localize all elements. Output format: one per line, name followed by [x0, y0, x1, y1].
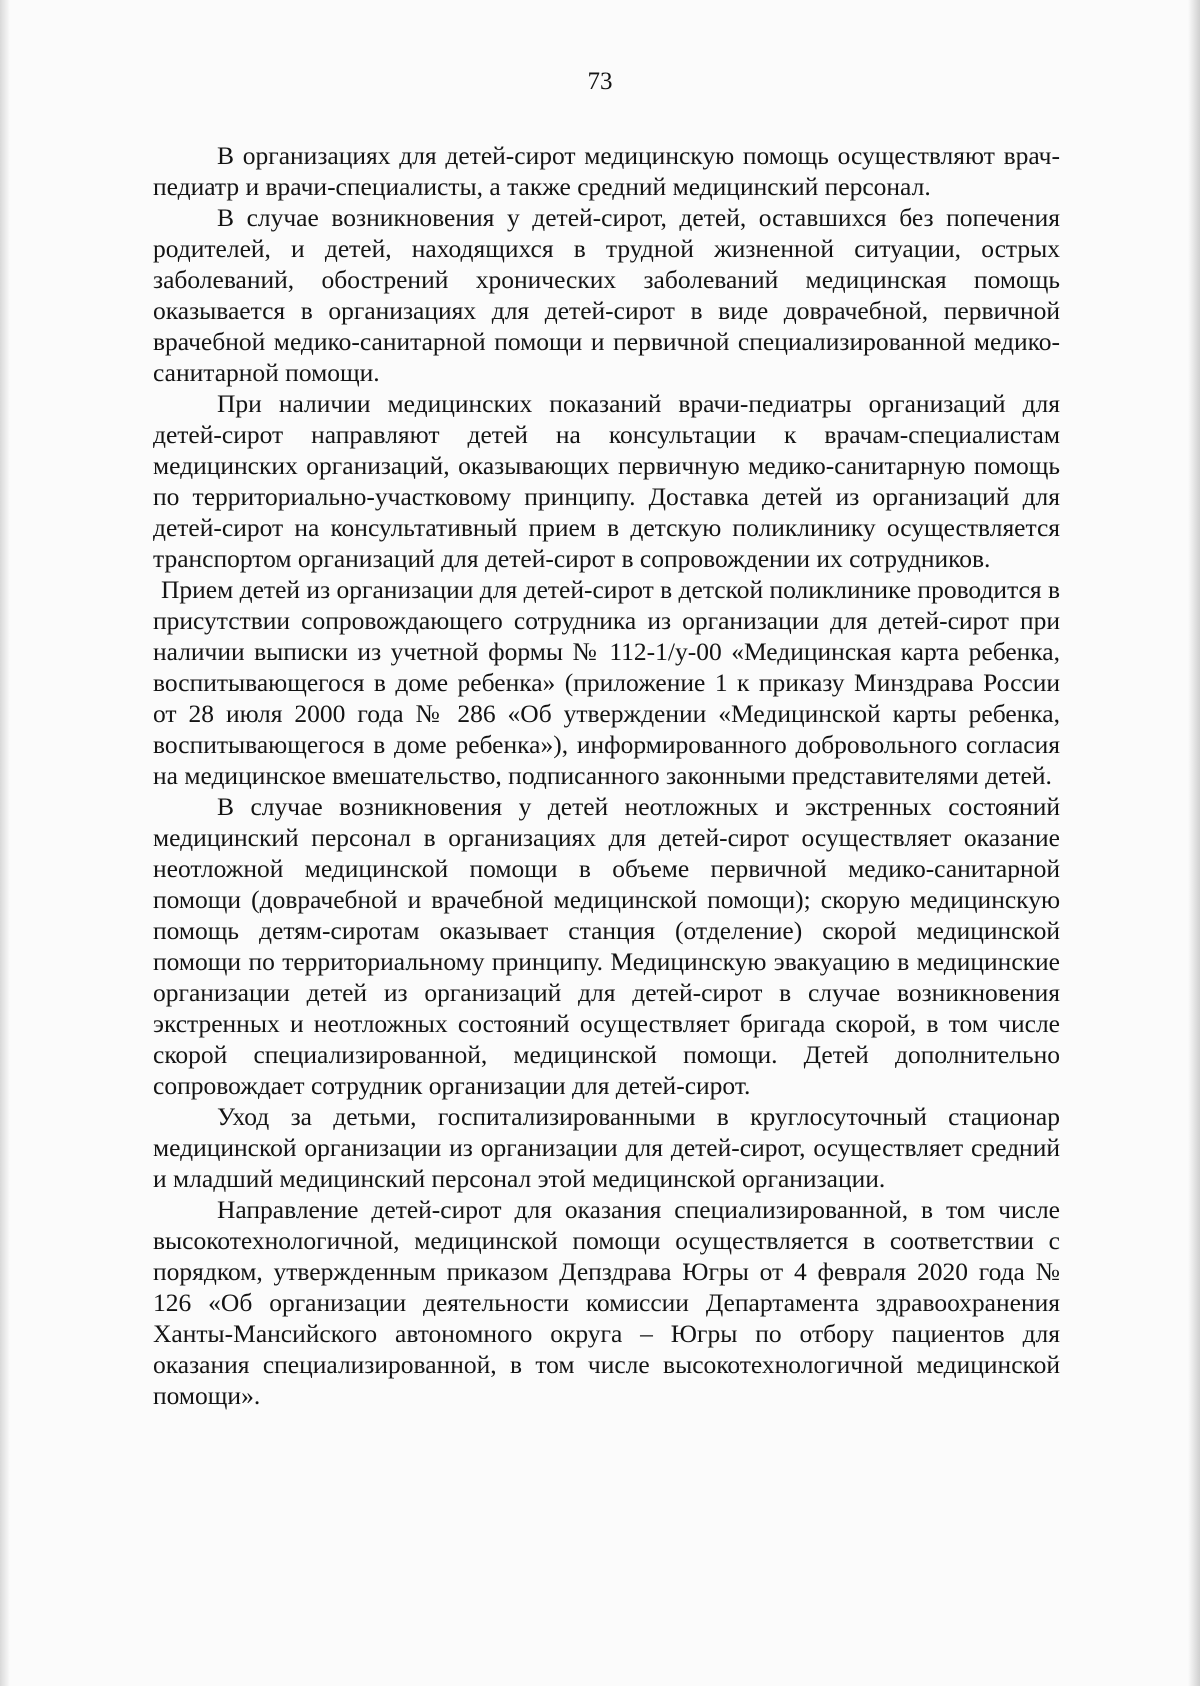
paragraph-4: Прием детей из организации для детей-сирот в детской поликлинике проводится в присутствии сопровождающего сотрудника из организации для детей-сирот при наличии выписки из учетной формы № 112-1/у-00 «Медицинская карта ребенка, воспитывающегося в доме ребенка» (приложение 1 к приказу Минздрава России от 28 июля 2000 года № 286 «Об утверждении «Медицинской карты ребенка, воспитывающегося в доме ребенка»), информированного добровольного согласия на медицинское вмешательство, подписанного законными представителями детей.: [153, 575, 1060, 790]
paragraph-1: В организациях для детей-сирот медицинскую помощь осуществляют врач-педиатр и врачи-специалисты, а также средний медицинский персонал.: [153, 141, 1060, 201]
scan-edge-right: [1188, 0, 1200, 1686]
paragraph-2: В случае возникновения у детей-сирот, детей, оставшихся без попечения родителей, и детей, находящихся в трудной жизненной ситуации, острых заболеваний, обострений хронических заболеваний медицинская помощь оказывается в организациях для детей-сирот в виде доврачебной, первичной врачебной медико-санитарной помощи и первичной специализированной медико-санитарной помощи.: [153, 203, 1060, 387]
document-body: [153, 140, 1060, 1411]
paragraph-5: В случае возникновения у детей неотложных и экстренных состояний медицинский персонал в организациях для детей-сирот осуществляет оказание неотложной медицинской помощи в объеме первичной медико-санитарной помощи (доврачебной и врачебной медицинской помощи); скорую медицинскую помощь детям-сиротам оказывает станция (отделение) скорой медицинской помощи по территориальному принципу. Медицинскую эвакуацию в медицинские организации детей из организаций для детей-сирот в случае возникновения экстренных и неотложных состояний осуществляет бригада скорой, в том числе скорой специализированной, медицинской помощи. Детей дополнительно сопровождает сотрудник организации для детей-сирот.: [153, 792, 1060, 1100]
page-number: 73: [587, 68, 613, 95]
paragraph-6: Уход за детьми, госпитализированными в круглосуточный стационар медицинской организации из организации для детей-сирот, осуществляет средний и младший медицинский персонал этой медицинской организации.: [153, 1102, 1060, 1193]
scan-edge-left: [0, 0, 10, 1686]
paragraph-3: При наличии медицинских показаний врачи-педиатры организаций для детей-сирот направляют детей на консультации к врачам-специалистам медицинских организаций, оказывающих первичную медико-санитарную помощь по территориально-участковому принципу. Доставка детей из организаций для детей-сирот на консультативный прием в детскую поликлинику осуществляется транспортом организаций для детей-сирот в сопровождении их сотрудников.: [153, 389, 1060, 573]
paragraph-7: Направление детей-сирот для оказания специализированной, в том числе высокотехнологичной, медицинской помощи осуществляется в соответствии с порядком, утвержденным приказом Депздрава Югры от 4 февраля 2020 года № 126 «Об организации деятельности комиссии Департамента здравоохранения Ханты-Мансийского автономного округа – Югры по отбору пациентов для оказания специализированной, в том числе высокотехнологичной медицинской помощи».: [153, 1195, 1060, 1410]
